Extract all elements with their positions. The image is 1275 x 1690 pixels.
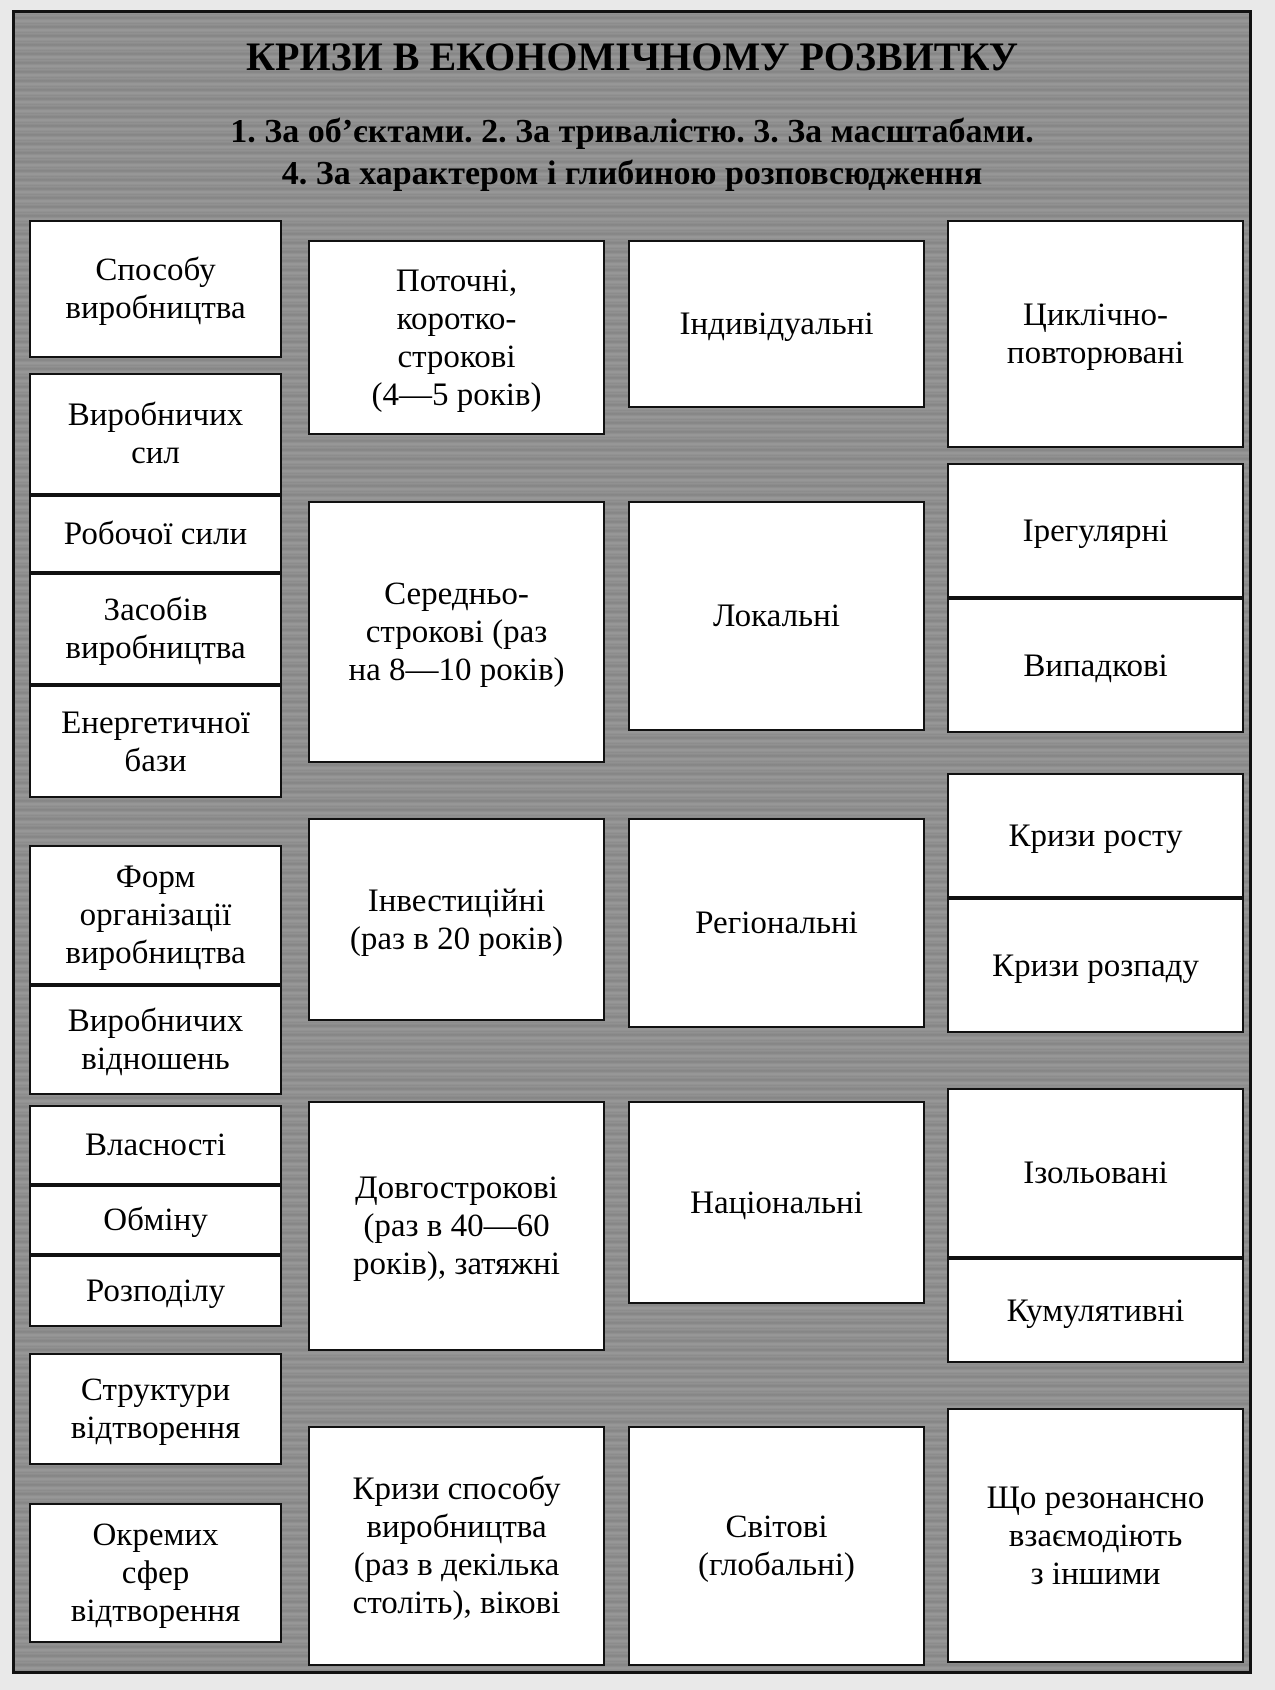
scale-box: Регіональні <box>628 818 925 1028</box>
object-box: Виробничих відношень <box>29 985 282 1095</box>
object-box: Обміну <box>29 1185 282 1255</box>
object-box: Власності <box>29 1105 282 1185</box>
duration-box: Середньо- строкові (раз на 8—10 років) <box>308 501 605 763</box>
object-box: Способу виробництва <box>29 220 282 358</box>
character-box: Кризи росту <box>947 773 1244 898</box>
diagram-title: КРИЗИ В ЕКОНОМІЧНОМУ РОЗВИТКУ <box>246 34 1018 79</box>
character-box: Випадкові <box>947 598 1244 733</box>
scale-box: Світові (глобальні) <box>628 1426 925 1666</box>
object-box: Робочої сили <box>29 495 282 573</box>
classification-line-1: 1. За об’єктами. 2. За тривалістю. 3. За масштабами. <box>230 113 1034 150</box>
classification-line-2: 4. За характером і глибиною розповсюдження <box>281 155 983 192</box>
object-box: Виробничих сил <box>29 373 282 495</box>
scale-box: Національні <box>628 1101 925 1304</box>
object-box: Окремих сфер відтворення <box>29 1503 282 1643</box>
object-box: Форм організації виробництва <box>29 845 282 985</box>
diagram-frame <box>12 10 1252 1674</box>
object-box: Розподілу <box>29 1255 282 1327</box>
object-box: Засобів виробництва <box>29 573 282 685</box>
object-box: Енергетичної бази <box>29 685 282 798</box>
character-box: Циклічно- повторювані <box>947 220 1244 448</box>
duration-box: Довгострокові (раз в 40—60 років), затяжні <box>308 1101 605 1351</box>
scale-box: Локальні <box>628 501 925 731</box>
duration-box: Кризи способу виробництва (раз в декілька століть), вікові <box>308 1426 605 1666</box>
object-box: Структури відтворення <box>29 1353 282 1465</box>
scale-box: Індивідуальні <box>628 240 925 408</box>
character-box: Ірегулярні <box>947 463 1244 598</box>
duration-box: Інвестиційні (раз в 20 років) <box>308 818 605 1021</box>
duration-box: Поточні, коротко- строкові (4—5 років) <box>308 240 605 435</box>
character-box: Що резонансно взаємодіють з іншими <box>947 1408 1244 1663</box>
character-box: Ізольовані <box>947 1088 1244 1258</box>
character-box: Кумулятивні <box>947 1258 1244 1363</box>
character-box: Кризи розпаду <box>947 898 1244 1033</box>
